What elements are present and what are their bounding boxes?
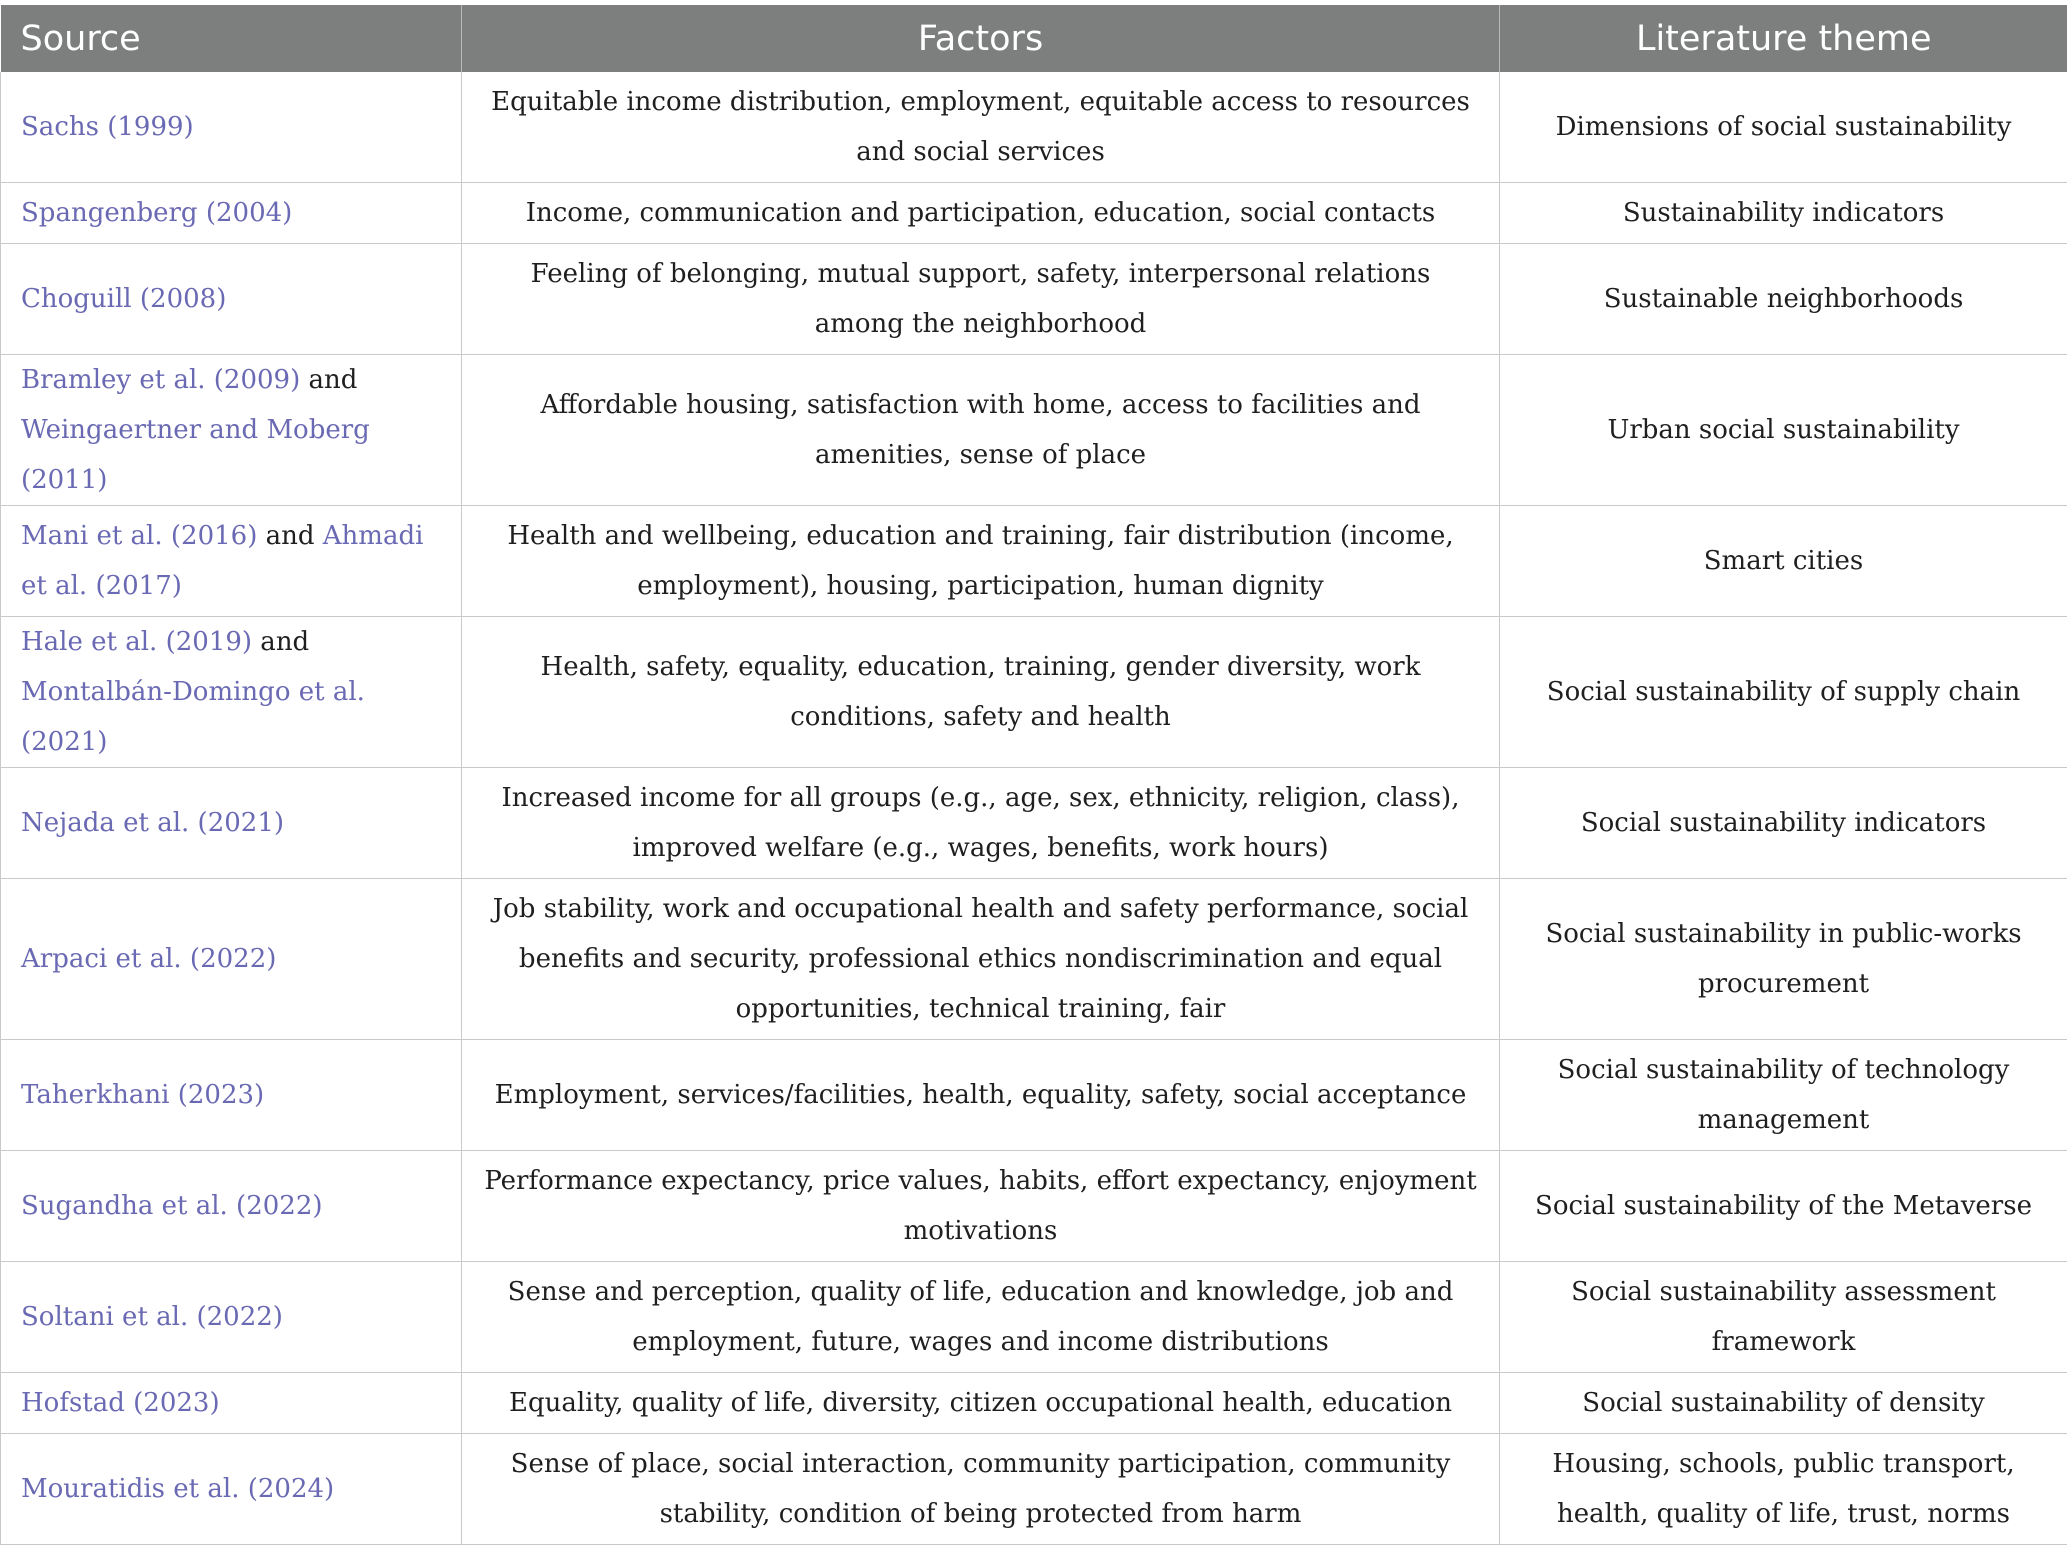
- citation-link[interactable]: Arpaci et al. (2022): [21, 944, 276, 974]
- theme-cell: Social sustainability of the Metaverse: [1500, 1151, 2067, 1262]
- factors-cell: Equitable income distribution, employment, equitable access to resources and social services: [462, 72, 1500, 183]
- citation-link[interactable]: Nejada et al. (2021): [21, 808, 284, 838]
- citation-link[interactable]: Montalbán-Domingo et al. (2021): [21, 677, 365, 757]
- factors-cell: Employment, services/facilities, health, equality, safety, social acceptance: [462, 1040, 1500, 1151]
- table-row: [1, 1040, 2067, 1151]
- source-cell: [1, 506, 462, 617]
- citation-link[interactable]: Choguill (2008): [21, 284, 226, 314]
- theme-cell: Social sustainability in public-works procurement: [1500, 879, 2067, 1040]
- table-container: [0, 5, 2067, 1545]
- citation-link[interactable]: Taherkhani (2023): [21, 1080, 264, 1110]
- source-cell: [1, 72, 462, 183]
- source-cell: [1, 1151, 462, 1262]
- theme-cell: Housing, schools, public transport, health, quality of life, trust, norms: [1500, 1434, 2067, 1545]
- theme-cell: Dimensions of social sustainability: [1500, 72, 2067, 183]
- factors-cell: Health, safety, equality, education, training, gender diversity, work conditions, safety and health: [462, 617, 1500, 768]
- table-row: [1, 72, 2067, 183]
- citation-link[interactable]: Sugandha et al. (2022): [21, 1191, 323, 1221]
- header-source: Source: [1, 5, 462, 72]
- theme-cell: Smart cities: [1500, 506, 2067, 617]
- theme-cell: Sustainable neighborhoods: [1500, 244, 2067, 355]
- table-row: [1, 617, 2067, 768]
- conjunction-text: and: [300, 365, 357, 395]
- source-cell: [1, 1373, 462, 1434]
- source-cell: [1, 244, 462, 355]
- source-cell: [1, 355, 462, 506]
- factors-cell: Income, communication and participation, education, social contacts: [462, 183, 1500, 244]
- theme-cell: Social sustainability assessment framework: [1500, 1262, 2067, 1373]
- table-row: [1, 1151, 2067, 1262]
- table-row: [1, 183, 2067, 244]
- source-cell: [1, 1040, 462, 1151]
- citation-link[interactable]: Sachs (1999): [21, 112, 194, 142]
- table-row: [1, 1262, 2067, 1373]
- citation-link[interactable]: Hale et al. (2019): [21, 627, 252, 657]
- source-cell: [1, 617, 462, 768]
- citation-link[interactable]: Weingaertner and Moberg (2011): [21, 415, 370, 495]
- table-row: [1, 506, 2067, 617]
- table-row: [1, 244, 2067, 355]
- citation-link[interactable]: Mouratidis et al. (2024): [21, 1474, 334, 1504]
- table-row: [1, 879, 2067, 1040]
- factors-cell: Affordable housing, satisfaction with home, access to facilities and amenities, sense of place: [462, 355, 1500, 506]
- source-cell: [1, 768, 462, 879]
- conjunction-text: and: [252, 627, 309, 657]
- citation-link[interactable]: Spangenberg (2004): [21, 198, 292, 228]
- source-cell: [1, 183, 462, 244]
- theme-cell: Social sustainability of density: [1500, 1373, 2067, 1434]
- factors-cell: Job stability, work and occupational health and safety performance, social benefits and security, professional ethics nondiscrimination and equal opportunities, technical training, fair: [462, 879, 1500, 1040]
- source-cell: [1, 1262, 462, 1373]
- table-row: [1, 1434, 2067, 1545]
- factors-cell: Feeling of belonging, mutual support, safety, interpersonal relations among the neighborhood: [462, 244, 1500, 355]
- theme-cell: Sustainability indicators: [1500, 183, 2067, 244]
- header-literature-theme: Literature theme: [1500, 5, 2067, 72]
- literature-table: [0, 5, 2067, 1545]
- header-factors: Factors: [462, 5, 1500, 72]
- factors-cell: Sense of place, social interaction, community participation, community stability, condition of being protected from harm: [462, 1434, 1500, 1545]
- factors-cell: Increased income for all groups (e.g., age, sex, ethnicity, religion, class), improved welfare (e.g., wages, benefits, work hours): [462, 768, 1500, 879]
- theme-cell: Social sustainability indicators: [1500, 768, 2067, 879]
- theme-cell: Social sustainability of technology management: [1500, 1040, 2067, 1151]
- citation-link[interactable]: Mani et al. (2016): [21, 521, 257, 551]
- citation-link[interactable]: Soltani et al. (2022): [21, 1302, 283, 1332]
- table-row: [1, 1373, 2067, 1434]
- citation-link[interactable]: Bramley et al. (2009): [21, 365, 300, 395]
- citation-link[interactable]: Hofstad (2023): [21, 1388, 220, 1418]
- conjunction-text: and: [257, 521, 322, 551]
- factors-cell: Sense and perception, quality of life, education and knowledge, job and employment, future, wages and income distributions: [462, 1262, 1500, 1373]
- table-header-row: [1, 5, 2067, 72]
- table-row: [1, 768, 2067, 879]
- source-cell: [1, 879, 462, 1040]
- table-row: [1, 355, 2067, 506]
- factors-cell: Performance expectancy, price values, habits, effort expectancy, enjoyment motivations: [462, 1151, 1500, 1262]
- factors-cell: Health and wellbeing, education and training, fair distribution (income, employment), housing, participation, human dignity: [462, 506, 1500, 617]
- source-cell: [1, 1434, 462, 1545]
- theme-cell: Urban social sustainability: [1500, 355, 2067, 506]
- citation-link[interactable]: Ahmadi et al. (2017): [21, 521, 423, 601]
- factors-cell: Equality, quality of life, diversity, citizen occupational health, education: [462, 1373, 1500, 1434]
- theme-cell: Social sustainability of supply chain: [1500, 617, 2067, 768]
